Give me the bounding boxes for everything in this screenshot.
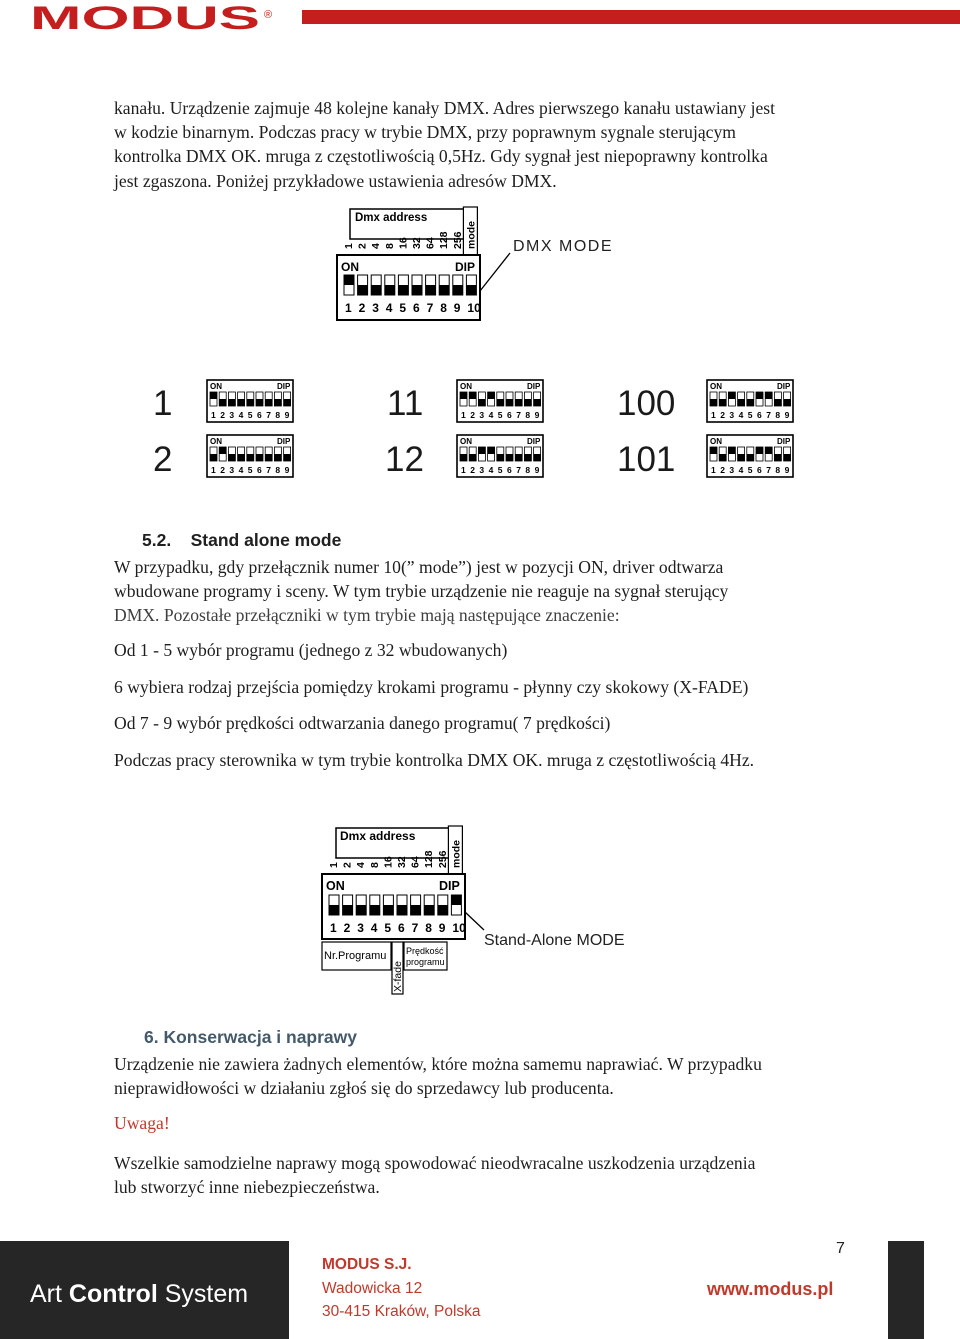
- dip-switch-off: [774, 399, 781, 406]
- logo-text: MODUS: [30, 6, 260, 32]
- dip-switch-number: 9: [784, 465, 790, 475]
- dip-example-100: [706, 379, 794, 423]
- dip-switch-off: [219, 399, 226, 406]
- dip-switch-number: 10: [467, 301, 481, 315]
- dip-switch-number: 9: [438, 921, 446, 935]
- dip-switch-off: [719, 399, 726, 406]
- dip-switch-off: [265, 454, 272, 461]
- dip-switch-off: [247, 399, 254, 406]
- dip-switch-off: [453, 285, 463, 295]
- dip-switch-number: 6: [507, 465, 512, 475]
- example-value: 2: [153, 440, 173, 479]
- dip-switch-number: 5: [747, 410, 753, 420]
- section-5-2-item: Od 1 - 5 wybór programu (jednego z 32 wbudowanych): [114, 640, 508, 660]
- dip-switch-on: [765, 392, 772, 399]
- dip-switch-number: 1: [711, 410, 716, 420]
- dip-label: DIP: [777, 382, 791, 391]
- footer-street: Wadowicka 12: [322, 1280, 423, 1297]
- speed-label: Prędkość: [406, 946, 444, 956]
- modus-logo: [30, 6, 280, 32]
- dip-switch-number: 3: [357, 921, 364, 935]
- footer-brand-part: Control: [68, 1280, 158, 1308]
- dmx-weight-label: 64: [424, 237, 437, 249]
- dmx-weight-label: 1: [328, 862, 340, 868]
- dip-switch-on: [488, 392, 495, 399]
- header-red-bar: [302, 10, 960, 24]
- dip-label: DIP: [527, 437, 541, 446]
- dip-switch-number: 2: [358, 301, 366, 315]
- dip-switch-off: [371, 285, 381, 295]
- dip-switch-number: 9: [453, 301, 461, 315]
- dip-switch-number: 7: [266, 465, 271, 475]
- dip-switch-on: [488, 447, 495, 454]
- dip-label: DIP: [527, 382, 541, 391]
- footer-dark-strip: [888, 1241, 924, 1339]
- dip-switch-off: [358, 285, 368, 295]
- dip-switch-number: 8: [275, 465, 281, 475]
- dip-switch-number: 4: [488, 410, 494, 420]
- dip-switch-number: 4: [738, 410, 744, 420]
- intro-line: w kodzie binarnym. Podczas pracy w trybie DMX, przy poprawnym sygnale sterującym: [114, 122, 736, 143]
- on-label: ON: [710, 437, 722, 446]
- dip-switch-on: [756, 447, 763, 454]
- dip-switch-number: 2: [220, 410, 225, 420]
- footer-brand-part: System: [157, 1280, 249, 1308]
- dip-switch-off: [228, 454, 235, 461]
- dip-switch-number: 4: [238, 465, 244, 475]
- dip-switch-number: 9: [534, 465, 540, 475]
- dmx-weight-label: 4: [355, 862, 368, 868]
- dip-switch-number: 1: [211, 410, 216, 420]
- dip-switch-number: 5: [247, 465, 253, 475]
- dip-switch-off: [247, 454, 254, 461]
- dip-switch-off: [784, 454, 791, 461]
- on-label: ON: [326, 879, 345, 893]
- intro-paragraph: [114, 96, 854, 193]
- dip-switch-off: [719, 454, 726, 461]
- dmx-weight-label: 4: [370, 243, 383, 249]
- warning-line: lub stworzyć inne niebezpieczeństwa.: [114, 1177, 380, 1198]
- dip-switch-off: [506, 399, 513, 406]
- section-5-2-intro: [114, 555, 854, 628]
- mode-weight-label: mode: [450, 839, 463, 868]
- dip-switch-off: [524, 454, 531, 461]
- dip-switch-number: 6: [507, 410, 512, 420]
- section-heading-6: 6. Konserwacja i naprawy: [144, 1027, 358, 1047]
- dip-switch-off: [534, 399, 541, 406]
- dmx-weight-label: 16: [382, 856, 395, 868]
- on-label: ON: [710, 382, 722, 391]
- mode-weight-label: mode: [465, 220, 478, 249]
- dip-switch-number: 3: [729, 465, 735, 475]
- dip-switch-off: [370, 905, 380, 915]
- dip-switch-number: 1: [711, 465, 716, 475]
- dip-switch-off: [284, 454, 291, 461]
- dip-label: DIP: [277, 382, 291, 391]
- dip-switch-off: [274, 399, 281, 406]
- dip-switch-number: 2: [470, 410, 475, 420]
- dip-switch-off: [747, 454, 754, 461]
- dip-switch-off: [466, 285, 476, 295]
- dip-switch-off: [210, 454, 217, 461]
- dip-switch-off: [265, 399, 272, 406]
- dip-switch-number: 4: [738, 465, 744, 475]
- dip-switch-off: [256, 454, 263, 461]
- dip-switch-number: 1: [461, 465, 466, 475]
- dip-switch-off: [356, 905, 366, 915]
- footer-brand: [30, 1280, 248, 1309]
- dip-switch-number: 3: [479, 410, 485, 420]
- dip-switch-off: [460, 454, 467, 461]
- dmx-weight-label: 16: [397, 237, 410, 249]
- dip-switch-off: [747, 399, 754, 406]
- dip-switch-number: 7: [766, 465, 771, 475]
- dip-switch-number: 3: [229, 465, 235, 475]
- dip-switch-off: [524, 399, 531, 406]
- dmx-weight-label: 128: [438, 231, 451, 249]
- dmx-weight-label: 8: [368, 862, 381, 868]
- mode-pointer-arrow: [480, 253, 510, 291]
- footer-brand-part: Art: [30, 1280, 69, 1308]
- dip-label: DIP: [777, 437, 791, 446]
- section-6-paragraph: [114, 1052, 854, 1100]
- dip-switch-number: 3: [729, 410, 735, 420]
- section-6-line: nieprawidłowości w działaniu zgłoś się do sprzedawcy lub producenta.: [114, 1078, 614, 1099]
- dip-switch-number: 1: [330, 921, 337, 935]
- section-heading-5-2: 5.2. Stand alone mode: [142, 530, 342, 550]
- dip-switch-number: 1: [345, 301, 352, 315]
- dmx-mode-diagram: [330, 205, 630, 325]
- footer-website-link[interactable]: www.modus.pl: [707, 1279, 834, 1299]
- intro-line: jest zgaszona. Poniżej przykładowe ustawienia adresów DMX.: [114, 170, 557, 191]
- dip-switch-off: [738, 399, 745, 406]
- xfade-label: X-fade: [392, 961, 404, 992]
- dip-switch-off: [274, 454, 281, 461]
- dip-switch-number: 6: [398, 921, 405, 935]
- dip-switch-number: 2: [343, 921, 351, 935]
- dip-switch-number: 10: [452, 921, 466, 935]
- dip-switch-number: 7: [766, 410, 771, 420]
- intro-line: kontrolka DMX OK. mruga z częstotliwością 0,5Hz. Gdy sygnał jest niepoprawny kontrolka: [114, 146, 768, 167]
- example-value: 11: [387, 384, 424, 423]
- dip-switch-number: 5: [247, 410, 253, 420]
- dip-switch-number: 2: [470, 465, 475, 475]
- dmx-weight-label: 32: [411, 237, 423, 249]
- stand-alone-mode-label: Stand-Alone MODE: [484, 932, 625, 949]
- dip-switch-off: [411, 905, 421, 915]
- dip-switch-off: [238, 399, 245, 406]
- dip-switch-on: [210, 392, 217, 399]
- dip-switch-number: 2: [720, 410, 725, 420]
- dip-switch-off: [385, 285, 395, 295]
- speed-label: programu: [406, 957, 445, 967]
- dip-switch-number: 5: [384, 921, 392, 935]
- dip-switch-number: 8: [525, 465, 531, 475]
- dip-switch-number: 7: [411, 921, 419, 935]
- dip-switch-number: 6: [413, 301, 420, 315]
- dip-switch-number: 4: [488, 465, 494, 475]
- dip-switch-off: [383, 905, 393, 915]
- dip-switch-number: 1: [211, 465, 216, 475]
- dip-switch-number: 8: [425, 921, 432, 935]
- section-5-2-line: DMX. Pozostałe przełączniki w tym trybie mają następujące znaczenie:: [114, 605, 620, 626]
- dip-switch-off: [497, 454, 504, 461]
- dip-switch-number: 9: [534, 410, 540, 420]
- dmx-weight-label: 256: [436, 850, 449, 868]
- program-label: Nr.Programu: [324, 950, 387, 962]
- dmx-weight-label: 64: [409, 856, 422, 868]
- dmx-weight-label: 256: [451, 231, 464, 249]
- dip-switch-number: 4: [385, 301, 393, 315]
- on-label: ON: [460, 382, 472, 391]
- dip-switch-number: 7: [426, 301, 434, 315]
- dip-label: DIP: [455, 260, 476, 274]
- dip-switch-number: 5: [497, 465, 503, 475]
- dip-example-11: [456, 379, 544, 423]
- on-label: ON: [210, 382, 222, 391]
- dip-switch-number: 5: [747, 465, 753, 475]
- warning-label: Uwaga!: [114, 1113, 170, 1133]
- dip-example-1: [206, 379, 294, 423]
- dip-switch-number: 8: [775, 465, 781, 475]
- section-5-2-item: 6 wybiera rodzaj przejścia pomiędzy krokami programu - płynny czy skokowy (X-FADE): [114, 677, 749, 697]
- dip-switch-off: [238, 454, 245, 461]
- section-5-2-item: Podczas pracy sterownika w tym trybie kontrolka DMX OK. mruga z częstotliwością 4Hz.: [114, 750, 755, 770]
- dip-switch-off: [256, 399, 263, 406]
- dip-switch-number: 1: [461, 410, 466, 420]
- dip-example-2: [206, 434, 294, 478]
- dip-switch-on: [710, 447, 717, 454]
- dip-switch-off: [738, 454, 745, 461]
- dip-switch-number: 3: [229, 410, 235, 420]
- dmx-address-title: Dmx address: [355, 212, 428, 224]
- warning-line: Wszelkie samodzielne naprawy mogą spowodować nieodwracalne uszkodzenia urządzenia: [114, 1153, 756, 1173]
- dmx-weight-label: 2: [341, 862, 354, 868]
- example-value: 101: [617, 440, 676, 479]
- example-value: 12: [385, 440, 424, 479]
- dip-switch-number: 6: [757, 410, 762, 420]
- dip-switch-off: [412, 285, 422, 295]
- on-label: ON: [460, 437, 472, 446]
- mode-pointer-arrow: [465, 912, 484, 930]
- dip-switch-number: 7: [516, 465, 521, 475]
- section-5-2-line: wbudowane programy i sceny. W tym trybie urządzenie nie reaguje na sygnał sterujący: [114, 581, 729, 602]
- dip-switch-number: 2: [220, 465, 225, 475]
- intro-line: kanału. Urządzenie zajmuje 48 kolejne kanały DMX. Adres pierwszego kanału ustawiany jest: [114, 98, 776, 118]
- dmx-mode-label: DMX MODE: [513, 238, 613, 255]
- on-label: ON: [210, 437, 222, 446]
- dip-switch-number: 8: [275, 410, 281, 420]
- dip-switch-on: [219, 447, 226, 454]
- dip-switch-off: [774, 454, 781, 461]
- dip-switch-off: [329, 905, 339, 915]
- dip-switch-on: [765, 447, 772, 454]
- dip-switch-off: [710, 399, 717, 406]
- dip-switch-off: [469, 454, 476, 461]
- dmx-weight-label: 32: [396, 856, 408, 868]
- dip-switch-off: [397, 905, 407, 915]
- dip-switch-number: 6: [757, 465, 762, 475]
- dip-switch-off: [343, 905, 353, 915]
- dip-switch-off: [478, 399, 485, 406]
- dip-switch-number: 9: [784, 410, 790, 420]
- dip-switch-off: [784, 399, 791, 406]
- dip-switch-number: 2: [720, 465, 725, 475]
- dip-switch-off: [534, 454, 541, 461]
- example-value: 100: [617, 384, 676, 423]
- dmx-weight-label: 8: [383, 243, 396, 249]
- dip-switch-number: 9: [284, 410, 290, 420]
- dip-switch-number: 5: [497, 410, 503, 420]
- dip-switch-number: 6: [257, 465, 262, 475]
- on-label: ON: [341, 260, 359, 274]
- logo-registered-mark: ®: [264, 9, 273, 21]
- dip-switch-number: 4: [370, 921, 378, 935]
- dip-switch-on: [728, 392, 735, 399]
- dip-switch-on: [451, 895, 461, 905]
- dip-switch-number: 9: [284, 465, 290, 475]
- dip-switch-off: [284, 399, 291, 406]
- dip-switch-off: [398, 285, 408, 295]
- footer-company: MODUS S.J.: [322, 1256, 412, 1273]
- page-number: 7: [836, 1240, 845, 1257]
- section-5-2-item: Od 7 - 9 wybór prędkości odtwarzania danego programu( 7 prędkości): [114, 713, 611, 733]
- dip-switch-off: [228, 399, 235, 406]
- warning-paragraph: [114, 1151, 854, 1199]
- dip-switch-number: 7: [516, 410, 521, 420]
- dip-switch-on: [469, 392, 476, 399]
- dip-switch-number: 8: [440, 301, 447, 315]
- dip-switch-on: [344, 275, 354, 285]
- dmx-address-title: Dmx address: [340, 829, 416, 843]
- dip-switch-off: [424, 905, 434, 915]
- section-6-line: Urządzenie nie zawiera żadnych elementów, które można samemu naprawiać. W przypadku: [114, 1054, 762, 1074]
- dip-switch-off: [426, 285, 436, 295]
- footer-city: 30-415 Kraków, Polska: [322, 1303, 481, 1320]
- dip-example-12: [456, 434, 544, 478]
- dip-switch-number: 3: [479, 465, 485, 475]
- dip-switch-on: [756, 392, 763, 399]
- dmx-weight-label: 128: [423, 850, 436, 868]
- dip-switch-number: 3: [372, 301, 379, 315]
- dip-switch-number: 4: [238, 410, 244, 420]
- dip-example-101: [706, 434, 794, 478]
- dmx-weight-label: 1: [343, 243, 355, 249]
- dip-switch-number: 8: [775, 410, 781, 420]
- dip-switch-on: [478, 447, 485, 454]
- dip-switch-off: [497, 399, 504, 406]
- stand-alone-mode-diagram: [316, 824, 656, 996]
- section-5-2-line: W przypadku, gdy przełącznik numer 10(” mode”) jest w pozycji ON, driver odtwarza: [114, 557, 724, 577]
- dip-switch-off: [506, 454, 513, 461]
- dip-switch-off: [438, 905, 448, 915]
- dip-switch-off: [515, 399, 522, 406]
- dip-switch-off: [439, 285, 449, 295]
- dip-label: DIP: [439, 879, 460, 893]
- example-value: 1: [153, 384, 173, 423]
- dip-switch-number: 7: [266, 410, 271, 420]
- dmx-weight-label: 2: [356, 243, 369, 249]
- dip-label: DIP: [277, 437, 291, 446]
- dip-switch-number: 5: [399, 301, 407, 315]
- dip-switch-number: 6: [257, 410, 262, 420]
- dip-switch-off: [515, 454, 522, 461]
- dip-switch-on: [460, 392, 467, 399]
- dip-switch-on: [728, 447, 735, 454]
- dip-switch-number: 8: [525, 410, 531, 420]
